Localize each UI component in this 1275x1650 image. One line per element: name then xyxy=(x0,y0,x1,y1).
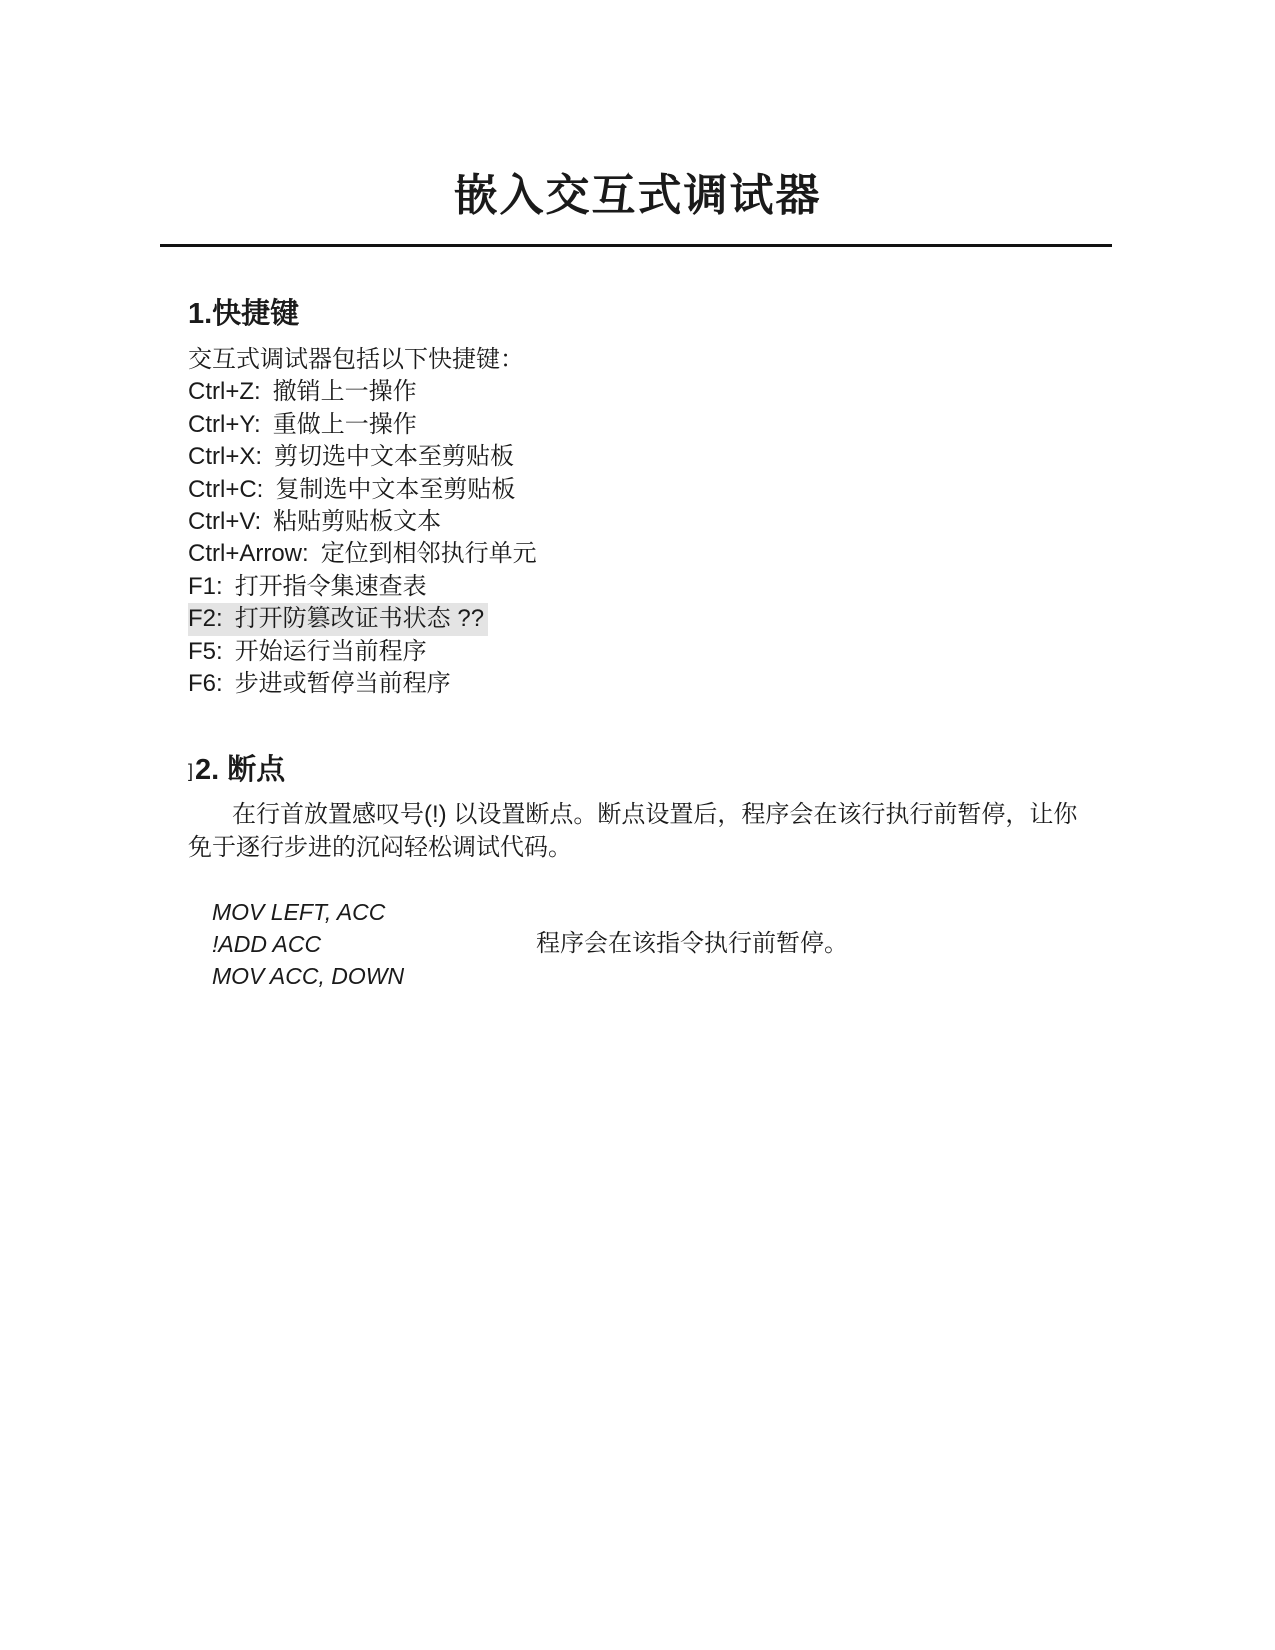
shortcut-action: 开始运行当前程序 xyxy=(234,637,427,665)
shortcut-item xyxy=(188,636,537,668)
shortcut-key: F5: xyxy=(188,637,223,665)
shortcut-item xyxy=(188,376,537,408)
shortcut-action: 剪切选中文本至剪贴板 xyxy=(274,443,515,471)
text-highlight xyxy=(188,603,488,635)
shortcut-item xyxy=(188,409,537,441)
shortcut-item xyxy=(188,668,537,700)
shortcut-key: Ctrl+C: xyxy=(188,475,264,503)
shortcut-key: Ctrl+Z: xyxy=(188,378,261,406)
shortcut-action: 打开防篡改证书状态 ?? xyxy=(234,605,485,633)
shortcut-action: 粘贴剪贴板文本 xyxy=(273,508,442,536)
shortcut-list xyxy=(188,344,537,700)
shortcut-key: Ctrl+Arrow: xyxy=(188,540,309,568)
document-title: 嵌入交互式调试器 xyxy=(453,171,822,220)
shortcut-item xyxy=(188,474,537,506)
shortcut-action: 打开指令集速查表 xyxy=(234,572,427,600)
shortcut-action: 定位到相邻执行单元 xyxy=(320,540,537,568)
breakpoint-paragraph: 在行首放置感叹号(!) 以设置断点。断点设置后，程序会在该行执行前暂停，让你免于逐行步进的沉闷轻松调试代码。 xyxy=(188,801,1078,861)
title-divider xyxy=(160,244,1112,247)
stray-bracket: ] xyxy=(188,761,194,782)
shortcut-key: F2: xyxy=(188,605,223,633)
shortcut-item-highlighted xyxy=(188,603,537,635)
code-line-breakpoint: !ADD ACC xyxy=(212,931,322,957)
shortcut-action: 复制选中文本至剪贴板 xyxy=(275,475,516,503)
code-line: MOV ACC, DOWN xyxy=(212,963,405,989)
shortcut-item xyxy=(188,441,537,473)
section-heading-text: 2. 断点 xyxy=(195,754,286,786)
shortcut-key: F1: xyxy=(188,572,223,600)
code-annotation: 程序会在该指令执行前暂停。 xyxy=(536,930,848,957)
shortcut-key: Ctrl+Y: xyxy=(188,410,261,438)
shortcut-key: F6: xyxy=(188,670,223,698)
section-heading-breakpoints xyxy=(188,752,285,789)
shortcut-intro: 交互式调试器包括以下快捷键： xyxy=(188,346,524,373)
shortcut-action: 撤销上一操作 xyxy=(272,378,417,406)
shortcut-item xyxy=(188,538,537,570)
code-example xyxy=(212,896,404,992)
shortcut-item xyxy=(188,506,537,538)
shortcut-key: Ctrl+V: xyxy=(188,508,262,536)
code-line: MOV LEFT, ACC xyxy=(212,899,386,925)
shortcut-action: 重做上一操作 xyxy=(272,410,417,438)
shortcut-action: 步进或暂停当前程序 xyxy=(234,670,451,698)
shortcut-key: Ctrl+X: xyxy=(188,443,263,471)
shortcut-item xyxy=(188,571,537,603)
section-heading-shortcuts: 1.快捷键 xyxy=(188,298,300,330)
